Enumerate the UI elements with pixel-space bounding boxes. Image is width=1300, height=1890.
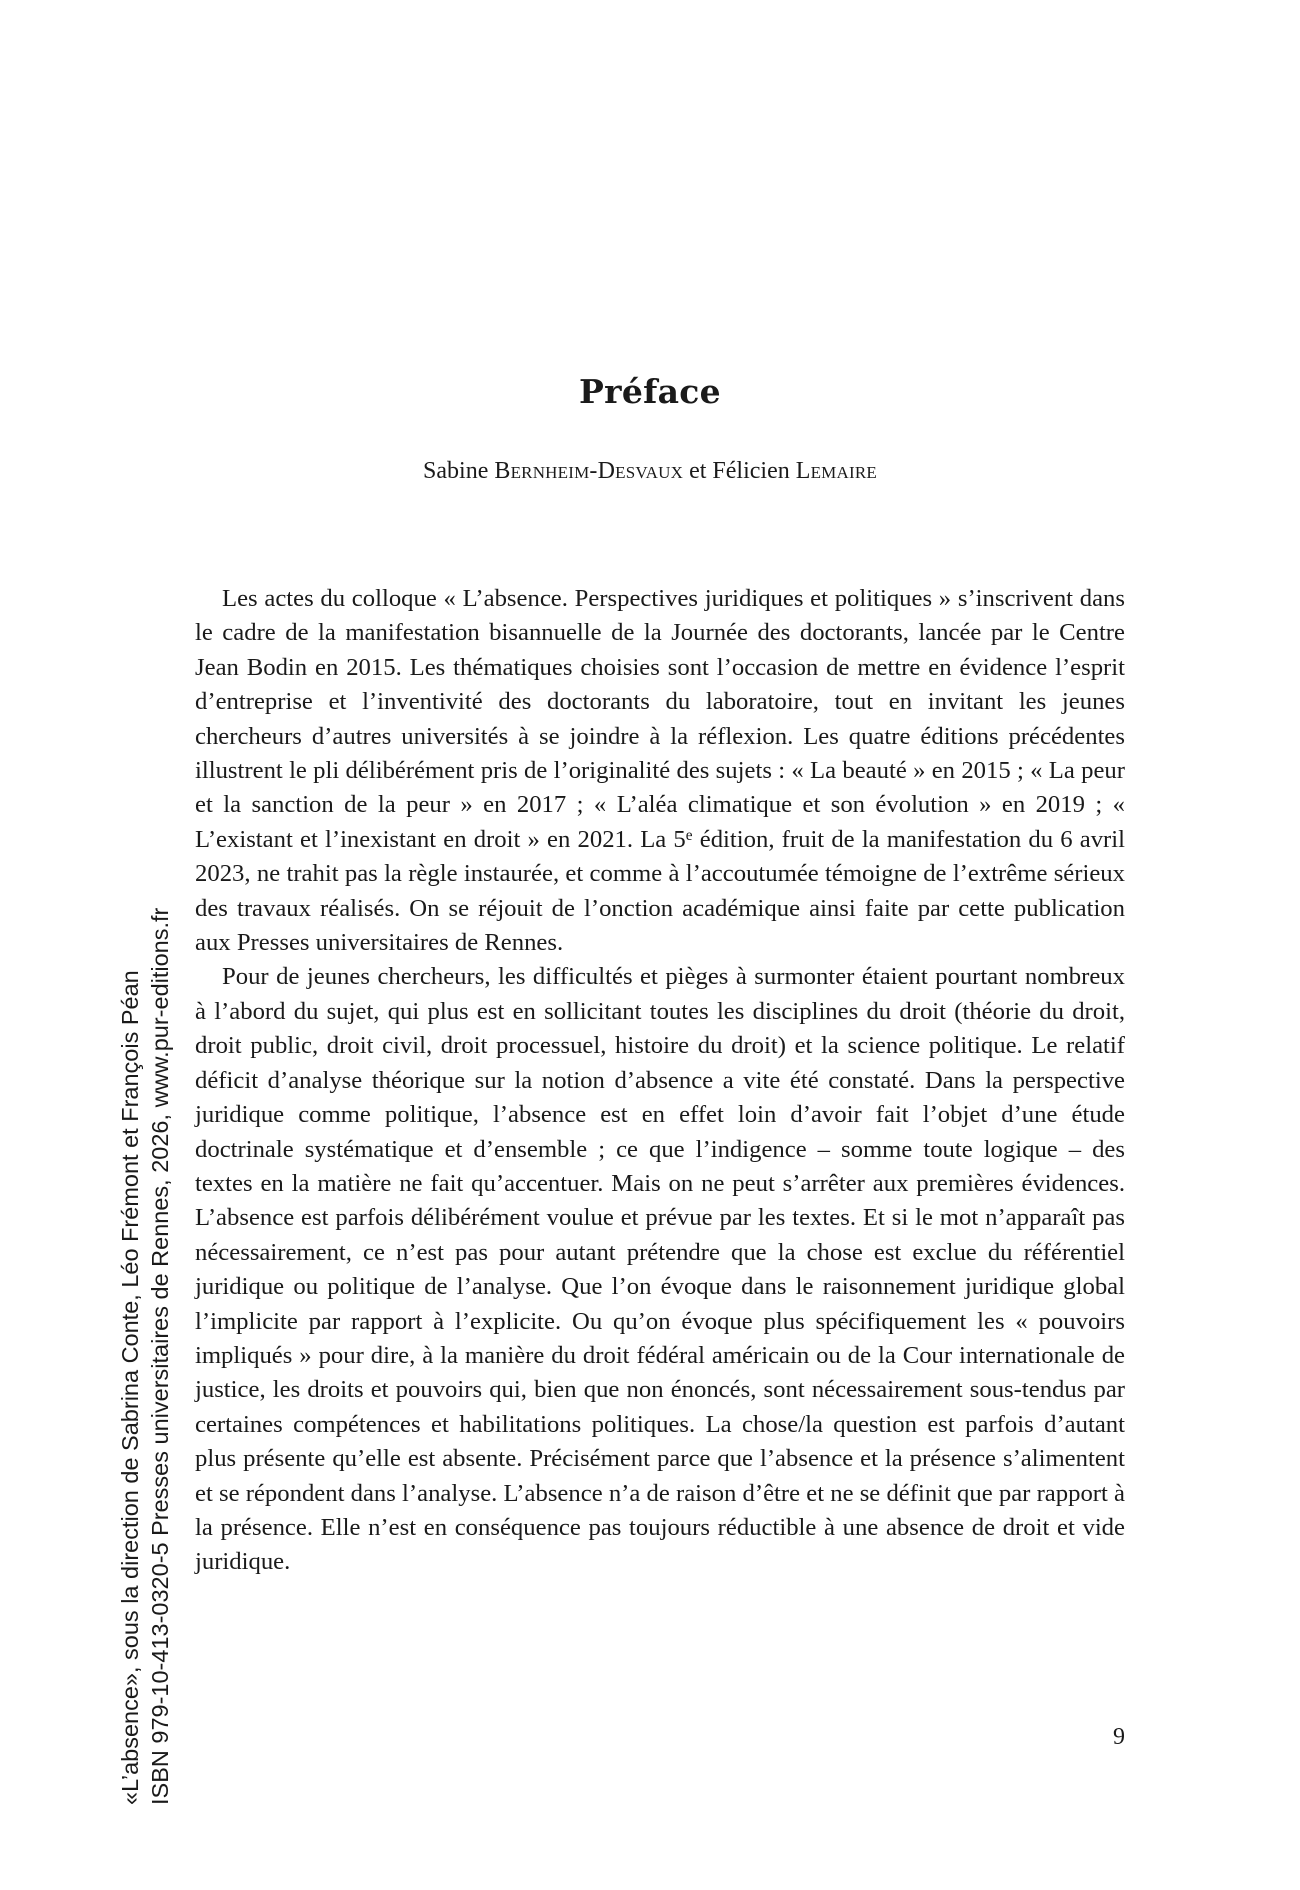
copyright-side-note — [115, 845, 175, 1805]
paragraph-1-part-b: édition, fruit de la manifestation du 6 avril 2023, ne trahit pas la règle instaurée, et comme à l’accoutumée témoigne de l’extrême sérieux des travaux réalisés. On se réjouit de l’onction académique ainsi faite par cette publication aux Presses universitaires de Rennes. — [195, 825, 1125, 957]
author-2-first-name: Félicien — [712, 458, 790, 484]
author-2-last-name: Lemaire — [795, 458, 877, 484]
page-number: 9 — [1113, 1724, 1125, 1750]
paragraph-1-part-a: Les actes du colloque « L’absence. Perspectives juridiques et politiques » s’inscrivent dans le cadre de la manifestation bisannuelle de la Journée des doctorants, lancée par le Centre Jean Bodin en 2015. Les thématiques choisies sont l’occasion de mettre en évidence l’esprit d’entreprise et l’inventivité des doctorants du laboratoire, tout en invitant les jeunes chercheurs d’autres universités à se joindre à la réflexion. Les quatre éditions précédentes illustrent le pli délibérément pris de l’originalité des sujets : « La beauté » en 2015 ; « La peur et la sanction de la peur » en 2017 ; « L’aléa climatique et son évolution » en 2019 ; « L’existant et l’inexistant en droit » en 2021. La 5 — [195, 585, 1125, 853]
preface-body — [195, 582, 1125, 1580]
authors-connector: et — [689, 458, 707, 484]
side-note-line-2: ISBN 979-10-413-0320-5 Presses universitaires de Rennes, 2026, www.pur-editions.fr — [147, 907, 173, 1805]
authors-line — [0, 458, 1300, 485]
page-title: Préface — [579, 372, 721, 411]
author-1-last-name: Bernheim-Desvaux — [494, 458, 684, 484]
paragraph-1 — [195, 582, 1125, 960]
author-1-first-name: Sabine — [423, 458, 489, 484]
side-note-line-1: «L’absence», sous la direction de Sabrina Conte, Léo Frémont et François Péan — [117, 970, 143, 1805]
ordinal-superscript: e — [685, 826, 693, 844]
paragraph-2: Pour de jeunes chercheurs, les difficultés et pièges à surmonter étaient pourtant nombreux à l’abord du sujet, qui plus est en sollicitant toutes les disciplines du droit (théorie du droit, droit public, droit civil, droit processuel, histoire du droit) et la science politique. Le relatif déficit d’analyse théorique sur la notion d’absence a vite été constaté. Dans la perspective juridique comme politique, l’absence est en effet loin d’avoir fait l’objet d’une étude doctrinale systématique et d’ensemble ; ce que l’indigence – somme toute logique – des textes en la matière ne fait qu’accentuer. Mais on ne peut s’arrêter aux premières évidences. L’absence est parfois délibérément voulue et prévue par les textes. Et si le mot n’apparaît pas nécessairement, ce n’est pas pour autant prétendre que la chose est exclue du référentiel juridique ou politique de l’analyse. Que l’on évoque dans le raisonnement juridique global l’implicite par rapport à l’explicite. Ou qu’on évoque plus spécifiquement les « pouvoirs impliqués » pour dire, à la manière du droit fédéral américain ou de la Cour internationale de justice, les droits et pouvoirs qui, bien que non énoncés, sont nécessairement sous-tendus par certaines compétences et habilitations politiques. La chose/la question est parfois d’autant plus présente qu’elle est absente. Précisément parce que l’absence et la présence s’alimentent et se répondent dans l’analyse. L’absence n’a de raison d’être et ne se définit que par rapport à la présence. Elle n’est en conséquence pas toujours réductible à une absence de droit et vide juridique. — [195, 963, 1125, 1576]
